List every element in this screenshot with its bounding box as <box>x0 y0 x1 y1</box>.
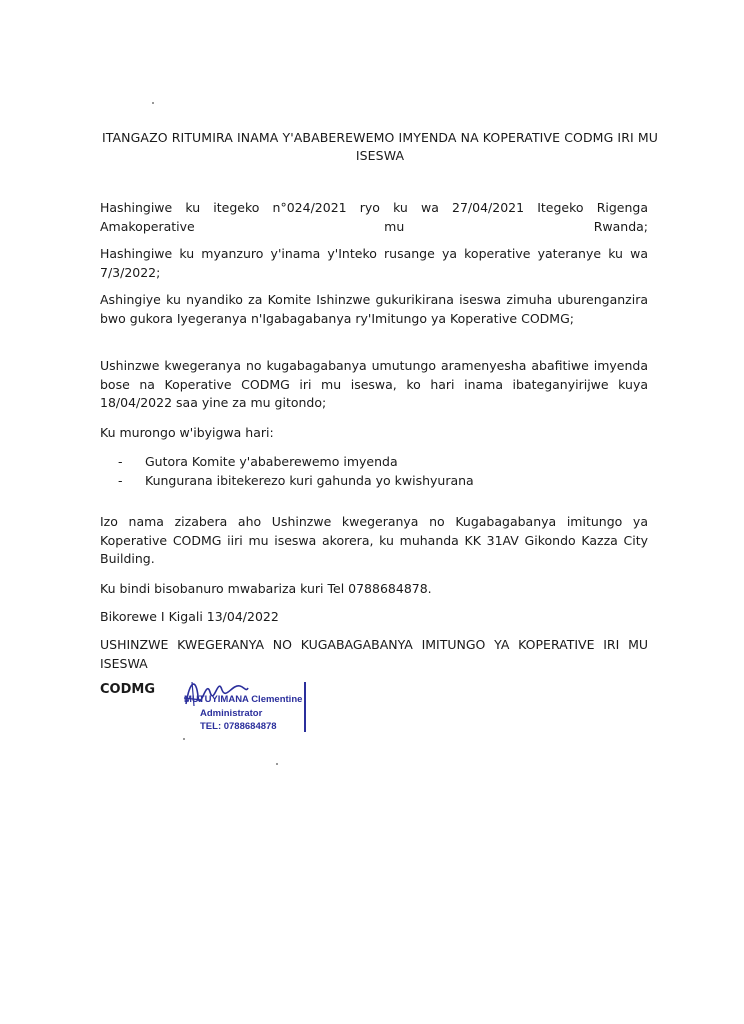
date-line: Bikorewe I Kigali 13/04/2022 <box>100 609 279 624</box>
signature-stamp <box>178 674 310 738</box>
bullet-marker: - <box>118 473 123 488</box>
agenda-item-text: Kungurana ibitekerezo kuri gahunda yo kwishyurana <box>145 473 474 488</box>
stamp-role: Administrator <box>200 708 263 719</box>
paragraph-legal-basis: Hashingiwe ku itegeko n°024/2021 ryo ku wa 27/04/2021 Itegeko Rigenga Amakoperative mu Rwanda; <box>100 200 648 234</box>
bullet-marker: - <box>118 454 123 469</box>
paragraph-venue: Izo nama zizabera aho Ushinzwe kwegeranya no Kugabagabanya imitungo ya Koperative CODMG iiri mu iseswa akorera, ku muhanda KK 31AV Gikondo Kazza City Building. <box>100 514 648 566</box>
organization-name: CODMG <box>100 682 155 697</box>
agenda-list <box>118 452 474 490</box>
agenda-item <box>118 452 474 471</box>
paragraph-committee: Ashingiye ku nyandiko za Komite Ishinzwe gukurikirana iseswa zimuha uburenganzira bwo gukora Iyegeranya n'Igabagabanya ry'Imitungo ya Koperative CODMG; <box>100 292 648 326</box>
agenda-item-text: Gutora Komite y'ababerewemo imyenda <box>145 454 398 469</box>
scan-speck <box>276 763 278 765</box>
paragraph-meeting-notice: Ushinzwe kwegeranya no kugabagabanya umutungo aramenyesha abafitiwe imyenda bose na Koperative CODMG iri mu iseswa, ko hari inama ibateganyirijwe kuya 18/04/2022 saa yine za mu gitondo; <box>100 358 648 410</box>
agenda-item <box>118 471 474 490</box>
document-title: ITANGAZO RITUMIRA INAMA Y'ABABEREWEMO IMYENDA NA KOPERATIVE CODMG IRI MU ISESWA <box>101 130 658 163</box>
stamp-name: MUTUYIMANA Clementine <box>184 694 303 705</box>
scan-speck <box>152 102 154 104</box>
paragraph-contact: Ku bindi bisobanuro mwabariza kuri Tel 0788684878. <box>100 581 432 596</box>
signatory-title: USHINZWE KWEGERANYA NO KUGABAGABANYA IMITUNGO YA KOPERATIVE IRI MU ISESWA <box>100 637 648 671</box>
paragraph-general-assembly: Hashingiwe ku myanzuro y'inama y'Inteko rusange ya koperative yateranye ku wa 7/3/2022; <box>100 246 648 280</box>
paragraph-agenda-intro: Ku murongo w'ibyigwa hari: <box>100 425 274 440</box>
scan-speck <box>183 738 185 740</box>
stamp-phone: TEL: 0788684878 <box>200 721 277 732</box>
stamp-border <box>304 682 306 732</box>
